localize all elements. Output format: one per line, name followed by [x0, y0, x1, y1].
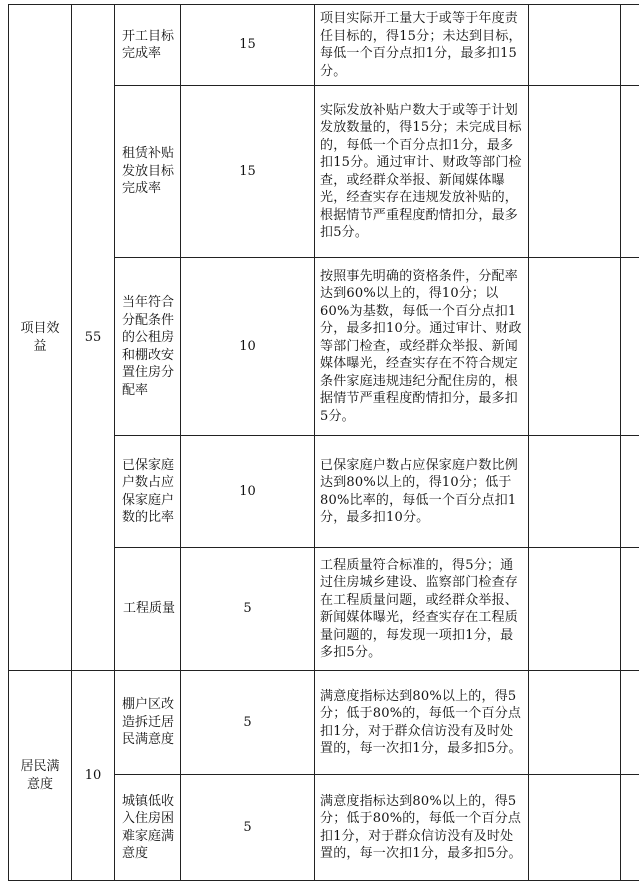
- indicator-cell: 开工目标完成率: [115, 5, 181, 86]
- criteria-cell: 满意度指标达到80%以上的，得5分；低于80%的，每低一个百分点扣1分，对于群众信访没有及时处置的，每一次扣1分，最多扣5分。: [315, 671, 529, 775]
- empty-cell: [529, 5, 621, 86]
- empty-cell: [529, 258, 621, 436]
- empty-cell: [529, 436, 621, 548]
- criteria-cell: 按照事先明确的资格条件，分配率达到60%以上的，得10分；以60%为基数，每低一个百分点扣1分，最多扣10分。通过审计、财政等部门检查，或经群众举报、新闻媒体曝光，经查实存在不符合规定条件家庭违规违纪分配住房的，根据情节严重程度酌情扣分，最多扣5分。: [315, 258, 529, 436]
- empty-cell: [621, 258, 639, 436]
- table-row: [9, 671, 639, 775]
- evaluation-table: [8, 4, 639, 881]
- score-cell: 5: [181, 775, 315, 881]
- score-cell: 5: [181, 548, 315, 671]
- score-cell: 15: [181, 86, 315, 258]
- category-weight-cell: 55: [72, 5, 115, 671]
- category-cell: 项目效益: [9, 5, 72, 671]
- criteria-cell: 满意度指标达到80%以上的，得5分；低于80%的，每低一个百分点扣1分，对于群众信访没有及时处置的，每一次扣1分，最多扣5分。: [315, 775, 529, 881]
- category-cell: 居民满意度: [9, 671, 72, 881]
- table-row: [9, 5, 639, 86]
- indicator-cell: 当年符合分配条件的公租房和棚改安置住房分配率: [115, 258, 181, 436]
- criteria-cell: 工程质量符合标准的，得5分；通过住房城乡建设、监察部门检查存在工程质量问题，或经群众举报、新闻媒体曝光，经查实存在工程质量问题的，每发现一项扣1分，最多扣5分。: [315, 548, 529, 671]
- indicator-cell: 城镇低收入住房困难家庭满意度: [115, 775, 181, 881]
- score-cell: 10: [181, 258, 315, 436]
- empty-cell: [529, 548, 621, 671]
- score-cell: 5: [181, 671, 315, 775]
- empty-cell: [529, 671, 621, 775]
- empty-cell: [529, 86, 621, 258]
- empty-cell: [621, 548, 639, 671]
- empty-cell: [621, 436, 639, 548]
- empty-cell: [529, 775, 621, 881]
- score-cell: 15: [181, 5, 315, 86]
- indicator-cell: 租赁补贴发放目标完成率: [115, 86, 181, 258]
- criteria-cell: 已保家庭户数占应保家庭户数比例达到80%以上的，得10分；低于80%比率的，每低一个百分点扣1分，最多扣10分。: [315, 436, 529, 548]
- category-weight-cell: 10: [72, 671, 115, 881]
- empty-cell: [621, 5, 639, 86]
- empty-cell: [621, 671, 639, 775]
- empty-cell: [621, 775, 639, 881]
- criteria-cell: 项目实际开工量大于或等于年度责任目标的，得15分；未达到目标，每低一个百分点扣1分，最多扣15分。: [315, 5, 529, 86]
- empty-cell: [621, 86, 639, 258]
- indicator-cell: 已保家庭户数占应保家庭户数的比率: [115, 436, 181, 548]
- criteria-cell: 实际发放补贴户数大于或等于计划发放数量的，得15分；未完成目标的，每低一个百分点扣1分，最多扣15分。通过审计、财政等部门检查，或经群众举报、新闻媒体曝光，经查实存在违规发放补贴的，根据情节严重程度酌情扣分，最多扣5分。: [315, 86, 529, 258]
- indicator-cell: 棚户区改造拆迁居民满意度: [115, 671, 181, 775]
- indicator-cell: 工程质量: [115, 548, 181, 671]
- score-cell: 10: [181, 436, 315, 548]
